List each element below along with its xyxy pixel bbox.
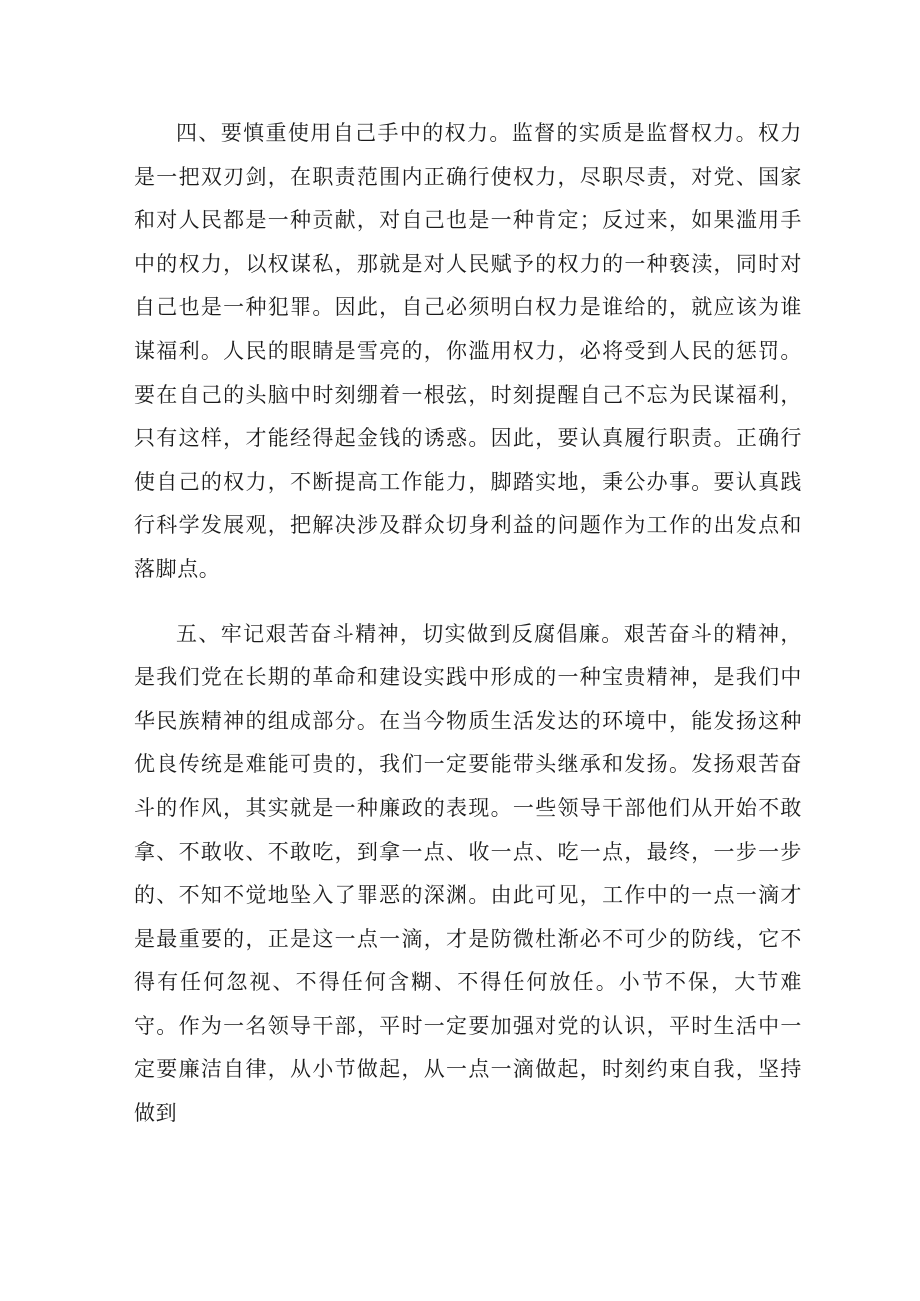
paragraph-section-five: 五、牢记艰苦奋斗精神，切实做到反腐倡廉。艰苦奋斗的精神，是我们党在长期的革命和建设实践中形成的一种宝贵精神，是我们中华民族精神的组成部分。在当今物质生活发达的环境中，能发扬这种优良传统是难能可贵的，我们一定要能带头继承和发扬。发扬艰苦奋斗的作风，其实就是一种廉政的表现。一些领导干部他们从开始不敢拿、不敢收、不敢吃，到拿一点、收一点、吃一点，最终，一步一步的、不知不觉地坠入了罪恶的深渊。由此可见，工作中的一点一滴才是最重要的，正是这一点一滴，才是防微杜渐必不可少的防线，它不得有任何忽视、不得任何含糊、不得任何放任。小节不保，大节难守。作为一名领导干部，平时一定要加强对党的认识，平时生活中一定要廉洁自律，从小节做起，从一点一滴做起，时刻约束自我，坚持做到 (134, 621, 802, 1126)
paragraph-section-four: 四、要慎重使用自己手中的权力。监督的实质是监督权力。权力是一把双刃剑，在职责范围内正确行使权力，尽职尽责，对党、国家和对人民都是一种贡献，对自己也是一种肯定；反过来，如果滥用手中的权力，以权谋私，那就是对人民赋予的权力的一种亵渎，同时对自己也是一种犯罪。因此，自己必须明白权力是谁给的，就应该为谁谋福利。人民的眼睛是雪亮的，你滥用权力，必将受到人民的惩罚。要在自己的头脑中时刻绷着一根弦，时刻提醒自己不忘为民谋福利，只有这样，才能经得起金钱的诱惑。因此，要认真履行职责。正确行使自己的权力，不断提高工作能力，脚踏实地，秉公办事。要认真践行科学发展观，把解决涉及群众切身利益的问题作为工作的出发点和落脚点。 (134, 121, 802, 581)
